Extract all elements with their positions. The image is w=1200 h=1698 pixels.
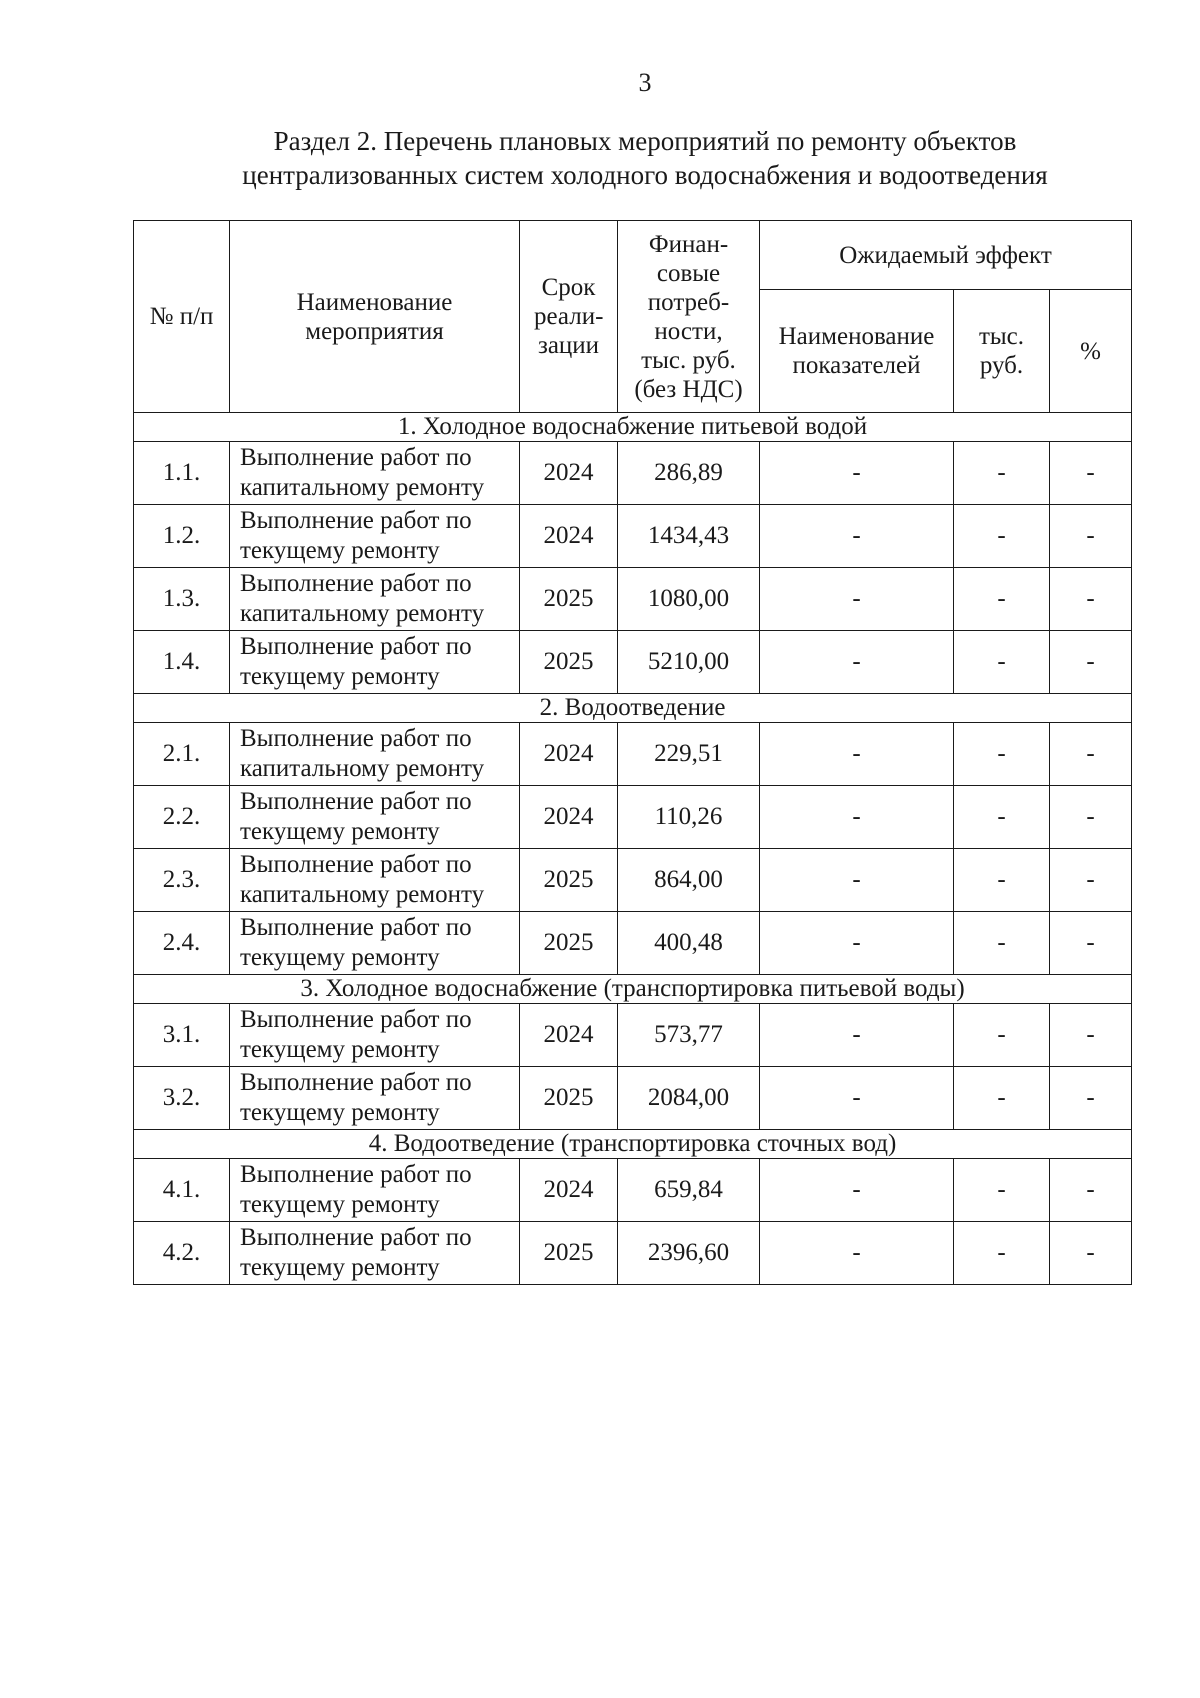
row-name-line-1: Выполнение работ по [240,1069,472,1096]
row-effect-name: - [760,1067,954,1130]
row-effect-name: - [760,631,954,694]
row-num: 4.2. [134,1222,230,1285]
row-name [230,912,520,975]
row-finance: 5210,00 [618,631,760,694]
table-row [134,912,1132,975]
row-name-line-2: текущему ремонту [240,537,440,564]
row-name-line-2: капитальному ремонту [240,881,485,908]
row-finance: 286,89 [618,442,760,505]
row-name-line-2: текущему ремонту [240,1036,440,1063]
row-finance: 1434,43 [618,505,760,568]
row-effect-name: - [760,849,954,912]
row-finance: 2084,00 [618,1067,760,1130]
header-finance: Финан-совые потреб-ности, тыс. руб. (без НДС) [618,221,760,413]
row-effect-name: - [760,723,954,786]
row-finance: 2396,60 [618,1222,760,1285]
row-effect-name: - [760,505,954,568]
row-name [230,1159,520,1222]
row-term: 2024 [520,723,618,786]
row-num: 1.2. [134,505,230,568]
row-name [230,786,520,849]
row-name [230,505,520,568]
header-num: № п/п [134,221,230,413]
row-effect-rub: - [954,786,1050,849]
row-name-line-2: капитальному ремонту [240,755,485,782]
table-row [134,1159,1132,1222]
row-name-line-2: текущему ремонту [240,1191,440,1218]
row-effect-rub: - [954,723,1050,786]
row-effect-rub: - [954,631,1050,694]
header-effect: Ожидаемый эффект [760,221,1132,290]
row-name [230,442,520,505]
row-term: 2025 [520,849,618,912]
row-name-line-2: капитальному ремонту [240,474,485,501]
table-row [134,1004,1132,1067]
row-effect-pct: - [1050,1067,1132,1130]
plan-table-body [134,413,1132,1285]
row-effect-rub: - [954,912,1050,975]
row-term: 2024 [520,505,618,568]
row-effect-name: - [760,1004,954,1067]
row-num: 1.4. [134,631,230,694]
table-row [134,442,1132,505]
row-name-line-1: Выполнение работ по [240,1006,472,1033]
row-name-line-1: Выполнение работ по [240,914,472,941]
row-effect-name: - [760,442,954,505]
row-finance: 229,51 [618,723,760,786]
row-num: 3.2. [134,1067,230,1130]
table-row [134,849,1132,912]
row-effect-rub: - [954,505,1050,568]
page-title-line-1: Раздел 2. Перечень плановых мероприятий по ремонту объектов [273,126,1017,156]
row-num: 2.4. [134,912,230,975]
row-finance: 864,00 [618,849,760,912]
row-name [230,1222,520,1285]
table-row [134,723,1132,786]
row-effect-pct: - [1050,631,1132,694]
row-name-line-1: Выполнение работ по [240,1224,472,1251]
table-row [134,568,1132,631]
page-title [0,124,1200,192]
row-name [230,849,520,912]
section-row [134,413,1132,442]
row-effect-name: - [760,786,954,849]
table-row [134,786,1132,849]
row-effect-rub: - [954,442,1050,505]
header-term: Срок реали-зации [520,221,618,413]
header-name: Наименование мероприятия [230,221,520,413]
row-name [230,1004,520,1067]
row-name-line-1: Выполнение работ по [240,851,472,878]
row-term: 2025 [520,1067,618,1130]
row-effect-name: - [760,568,954,631]
row-effect-pct: - [1050,849,1132,912]
row-name-line-1: Выполнение работ по [240,507,472,534]
row-finance: 1080,00 [618,568,760,631]
row-effect-name: - [760,1222,954,1285]
section-title: 1. Холодное водоснабжение питьевой водой [134,413,1132,442]
table-row [134,1222,1132,1285]
plan-table [133,220,1132,1285]
header-effect-name: Наименование показателей [760,290,954,413]
row-name [230,723,520,786]
row-name-line-2: текущему ремонту [240,663,440,690]
row-num: 1.3. [134,568,230,631]
row-num: 3.1. [134,1004,230,1067]
table-row [134,631,1132,694]
row-name-line-1: Выполнение работ по [240,570,472,597]
row-name-line-2: капитальному ремонту [240,600,485,627]
table-row [134,1067,1132,1130]
row-name [230,631,520,694]
section-row [134,975,1132,1004]
row-num: 2.1. [134,723,230,786]
row-effect-name: - [760,912,954,975]
row-name-line-1: Выполнение работ по [240,444,472,471]
row-effect-pct: - [1050,442,1132,505]
row-name [230,1067,520,1130]
row-term: 2024 [520,1004,618,1067]
row-term: 2025 [520,568,618,631]
row-term: 2024 [520,786,618,849]
row-effect-rub: - [954,568,1050,631]
row-finance: 573,77 [618,1004,760,1067]
section-title: 3. Холодное водоснабжение (транспортировка питьевой воды) [134,975,1132,1004]
row-name-line-1: Выполнение работ по [240,725,472,752]
row-effect-pct: - [1050,786,1132,849]
header-effect-rub: тыс. руб. [954,290,1050,413]
row-term: 2024 [520,442,618,505]
row-name-line-1: Выполнение работ по [240,633,472,660]
section-title: 2. Водоотведение [134,694,1132,723]
row-term: 2025 [520,1222,618,1285]
row-effect-rub: - [954,1159,1050,1222]
row-effect-name: - [760,1159,954,1222]
row-name-line-2: текущему ремонту [240,818,440,845]
row-name-line-1: Выполнение работ по [240,788,472,815]
row-name [230,568,520,631]
row-effect-pct: - [1050,723,1132,786]
row-effect-pct: - [1050,1159,1132,1222]
row-effect-pct: - [1050,1222,1132,1285]
row-term: 2025 [520,631,618,694]
row-effect-rub: - [954,1004,1050,1067]
row-effect-pct: - [1050,568,1132,631]
row-name-line-2: текущему ремонту [240,1099,440,1126]
row-num: 2.3. [134,849,230,912]
row-finance: 110,26 [618,786,760,849]
row-effect-pct: - [1050,912,1132,975]
row-num: 1.1. [134,442,230,505]
row-name-line-2: текущему ремонту [240,944,440,971]
row-num: 2.2. [134,786,230,849]
section-row [134,1130,1132,1159]
row-finance: 659,84 [618,1159,760,1222]
row-effect-pct: - [1050,505,1132,568]
row-term: 2024 [520,1159,618,1222]
row-effect-rub: - [954,1067,1050,1130]
row-finance: 400,48 [618,912,760,975]
section-title: 4. Водоотведение (транспортировка сточных вод) [134,1130,1132,1159]
row-name-line-2: текущему ремонту [240,1254,440,1281]
row-effect-rub: - [954,1222,1050,1285]
table-row [134,505,1132,568]
row-term: 2025 [520,912,618,975]
page-number: 3 [638,68,652,97]
row-name-line-1: Выполнение работ по [240,1161,472,1188]
row-effect-rub: - [954,849,1050,912]
section-row [134,694,1132,723]
row-effect-pct: - [1050,1004,1132,1067]
page-title-line-2: централизованных систем холодного водоснабжения и водоотведения [242,160,1048,190]
header-effect-pct: % [1050,290,1132,413]
row-num: 4.1. [134,1159,230,1222]
